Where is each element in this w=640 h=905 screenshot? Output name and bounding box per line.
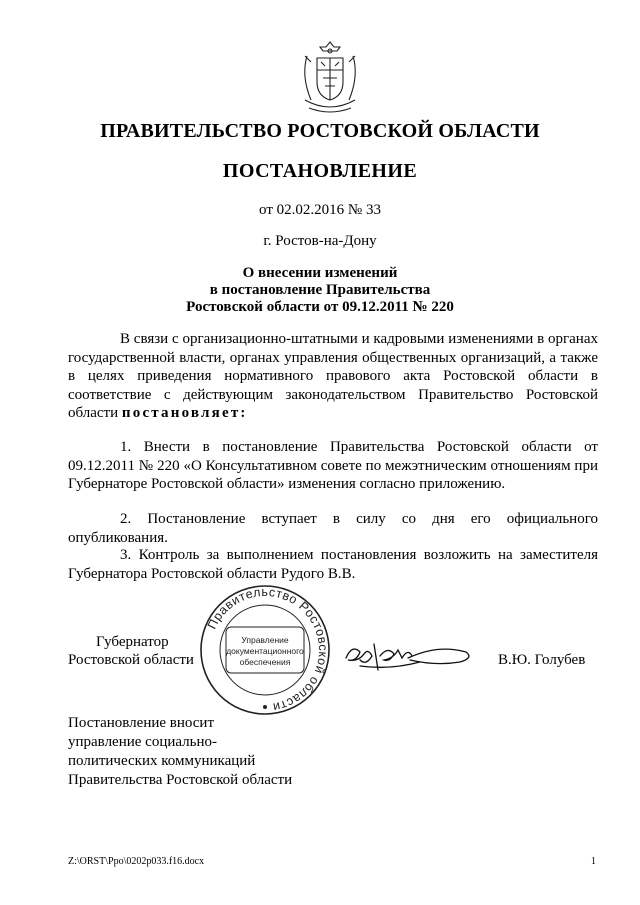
decree-word: постановляет: xyxy=(121,405,248,421)
intro-paragraph xyxy=(68,330,598,423)
subject-line: в постановление Правительства xyxy=(209,282,431,298)
document-type: ПОСТАНОВЛЕНИЕ xyxy=(222,160,418,182)
document-subject xyxy=(0,265,640,316)
contributor-line: Правительства Ростовской области xyxy=(68,772,293,788)
signatory-title xyxy=(68,633,194,669)
contributor-note xyxy=(68,714,292,790)
stamp-inner-line: Управление xyxy=(241,635,289,645)
stamp-inner-line: документационного xyxy=(226,646,304,656)
organization-title: ПРАВИТЕЛЬСТВО РОСТОВСКОЙ ОБЛАСТИ xyxy=(100,120,540,142)
contributor-line: Постановление вносит xyxy=(68,715,215,731)
signatory-name: В.Ю. Голубев xyxy=(498,652,586,668)
subject-line: О внесении изменений xyxy=(242,265,398,281)
stamp-inner-line: обеспечения xyxy=(239,657,291,667)
document-city: г. Ростов-на-Дону xyxy=(263,233,377,249)
handwritten-signature xyxy=(340,636,475,676)
signatory-title-line: Ростовской области xyxy=(68,652,194,668)
intro-text: В связи с организационно-штатными и кадровыми изменениями в органах государственной власти, органах управления общественных организаций, а также в целях приведения нормативного правового акта Ростовской области в соответствие с действующим законодательством Правительство Ростовской области xyxy=(68,331,598,421)
item-1: 1. Внести в постановление Правительства Ростовской области от 09.12.2011 № 220 «О Консультативном совете по межэтническим отношениям при Губернаторе Ростовской области» изменения согласно приложению. xyxy=(68,439,598,492)
document-date-number: от 02.02.2016 № 33 xyxy=(259,202,381,218)
subject-line: Ростовской области от 09.12.2011 № 220 xyxy=(186,299,454,315)
signatory-title-line: Губернатор xyxy=(96,634,169,650)
coat-of-arms-icon xyxy=(295,38,365,118)
item-3: 3. Контроль за выполнением постановления возложить на заместителя Губернатора Ростовской области Рудого В.В. xyxy=(68,547,598,582)
footer-file-path: Z:\ORST\Ppo\0202p033.f16.docx xyxy=(68,856,205,867)
contributor-line: политических коммуникаций xyxy=(68,753,256,769)
contributor-line: управление социально- xyxy=(68,734,218,750)
page-number: 1 xyxy=(591,856,596,867)
stamp-outer-text: Правительство Ростовской области xyxy=(204,584,331,715)
official-stamp xyxy=(198,583,332,717)
item-2: 2. Постановление вступает в силу со дня его официального опубликования. xyxy=(68,511,598,546)
